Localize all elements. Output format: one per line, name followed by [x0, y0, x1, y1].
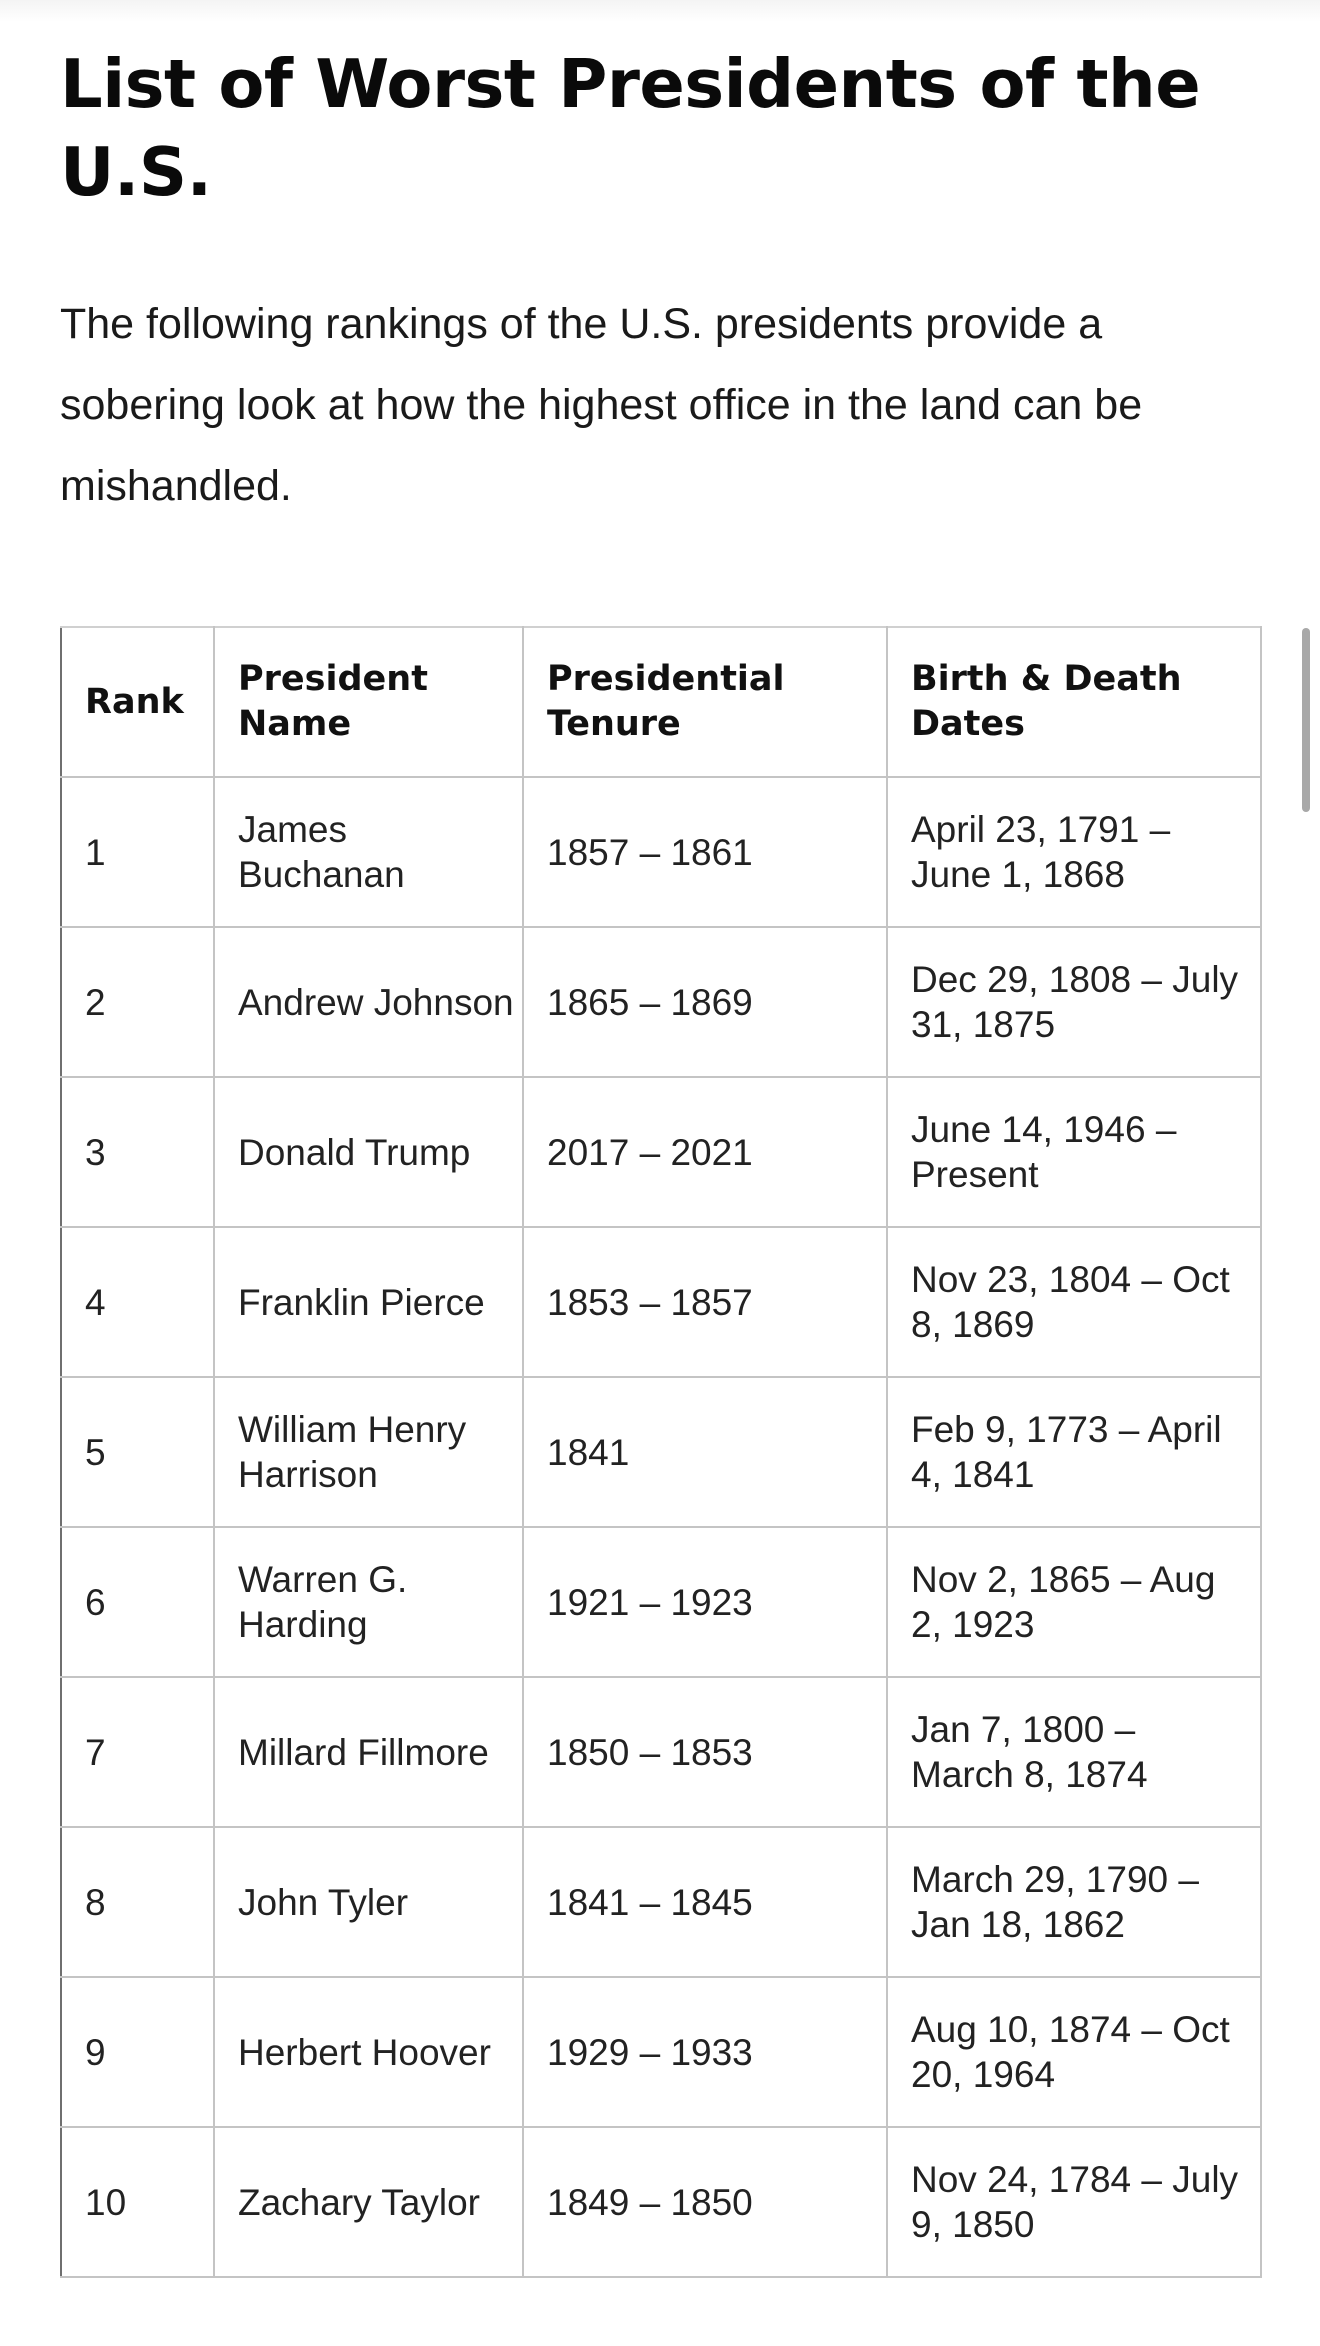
presidents-ranking-table [60, 626, 1262, 2278]
table-row [61, 1377, 1261, 1527]
table-row [61, 927, 1261, 1077]
tenure-cell: 1865 – 1869 [523, 927, 887, 1077]
column-header-birth-death-dates: Birth & Death Dates [887, 627, 1261, 777]
president-name-cell: Warren G. Harding [214, 1527, 523, 1677]
dates-cell: Feb 9, 1773 – April 4, 1841 [887, 1377, 1261, 1527]
president-name-cell: Franklin Pierce [214, 1227, 523, 1377]
page-title: List of Worst Presidents of the U.S. [60, 45, 1201, 211]
rank-cell: 1 [61, 777, 214, 927]
tenure-cell: 1857 – 1861 [523, 777, 887, 927]
dates-cell: Dec 29, 1808 – July 31, 1875 [887, 927, 1261, 1077]
table-scrollbar-thumb[interactable] [1302, 628, 1310, 812]
president-name-cell: Donald Trump [214, 1077, 523, 1227]
table-row [61, 777, 1261, 927]
rank-cell: 2 [61, 927, 214, 1077]
column-header-president-name: President Name [214, 627, 523, 777]
rank-cell: 10 [61, 2127, 214, 2277]
table-row [61, 1077, 1261, 1227]
dates-cell: June 14, 1946 – Present [887, 1077, 1261, 1227]
president-name-cell: Zachary Taylor [214, 2127, 523, 2277]
tenure-cell: 1841 [523, 1377, 887, 1527]
rank-cell: 9 [61, 1977, 214, 2127]
dates-cell: April 23, 1791 – June 1, 1868 [887, 777, 1261, 927]
president-name-cell: John Tyler [214, 1827, 523, 1977]
dates-cell: Aug 10, 1874 – Oct 20, 1964 [887, 1977, 1261, 2127]
table-row [61, 2127, 1261, 2277]
dates-cell: March 29, 1790 – Jan 18, 1862 [887, 1827, 1261, 1977]
table-header-row [61, 627, 1261, 777]
president-name-cell: William Henry Harrison [214, 1377, 523, 1527]
tenure-cell: 1929 – 1933 [523, 1977, 887, 2127]
dates-cell: Nov 24, 1784 – July 9, 1850 [887, 2127, 1261, 2277]
tenure-cell: 2017 – 2021 [523, 1077, 887, 1227]
rank-cell: 3 [61, 1077, 214, 1227]
intro-paragraph: The following rankings of the U.S. presidents provide a sobering look at how the highest office in the land can be mishandled. [60, 300, 1143, 510]
rank-cell: 7 [61, 1677, 214, 1827]
table-row [61, 1527, 1261, 1677]
rank-cell: 5 [61, 1377, 214, 1527]
rank-cell: 4 [61, 1227, 214, 1377]
tenure-cell: 1849 – 1850 [523, 2127, 887, 2277]
article [60, 40, 1260, 510]
tenure-cell: 1841 – 1845 [523, 1827, 887, 1977]
dates-cell: Nov 2, 1865 – Aug 2, 1923 [887, 1527, 1261, 1677]
rank-cell: 8 [61, 1827, 214, 1977]
table-row [61, 1827, 1261, 1977]
tenure-cell: 1921 – 1923 [523, 1527, 887, 1677]
dates-cell: Nov 23, 1804 – Oct 8, 1869 [887, 1227, 1261, 1377]
president-name-cell: Andrew Johnson [214, 927, 523, 1077]
table-row [61, 1977, 1261, 2127]
column-header-presidential-tenure: Presidential Tenure [523, 627, 887, 777]
rank-cell: 6 [61, 1527, 214, 1677]
table-row [61, 1227, 1261, 1377]
tenure-cell: 1850 – 1853 [523, 1677, 887, 1827]
president-name-cell: Herbert Hoover [214, 1977, 523, 2127]
dates-cell: Jan 7, 1800 – March 8, 1874 [887, 1677, 1261, 1827]
top-edge-shade [0, 0, 1320, 22]
tenure-cell: 1853 – 1857 [523, 1227, 887, 1377]
president-name-cell: James Buchanan [214, 777, 523, 927]
president-name-cell: Millard Fillmore [214, 1677, 523, 1827]
column-header-rank: Rank [61, 627, 214, 777]
table-row [61, 1677, 1261, 1827]
